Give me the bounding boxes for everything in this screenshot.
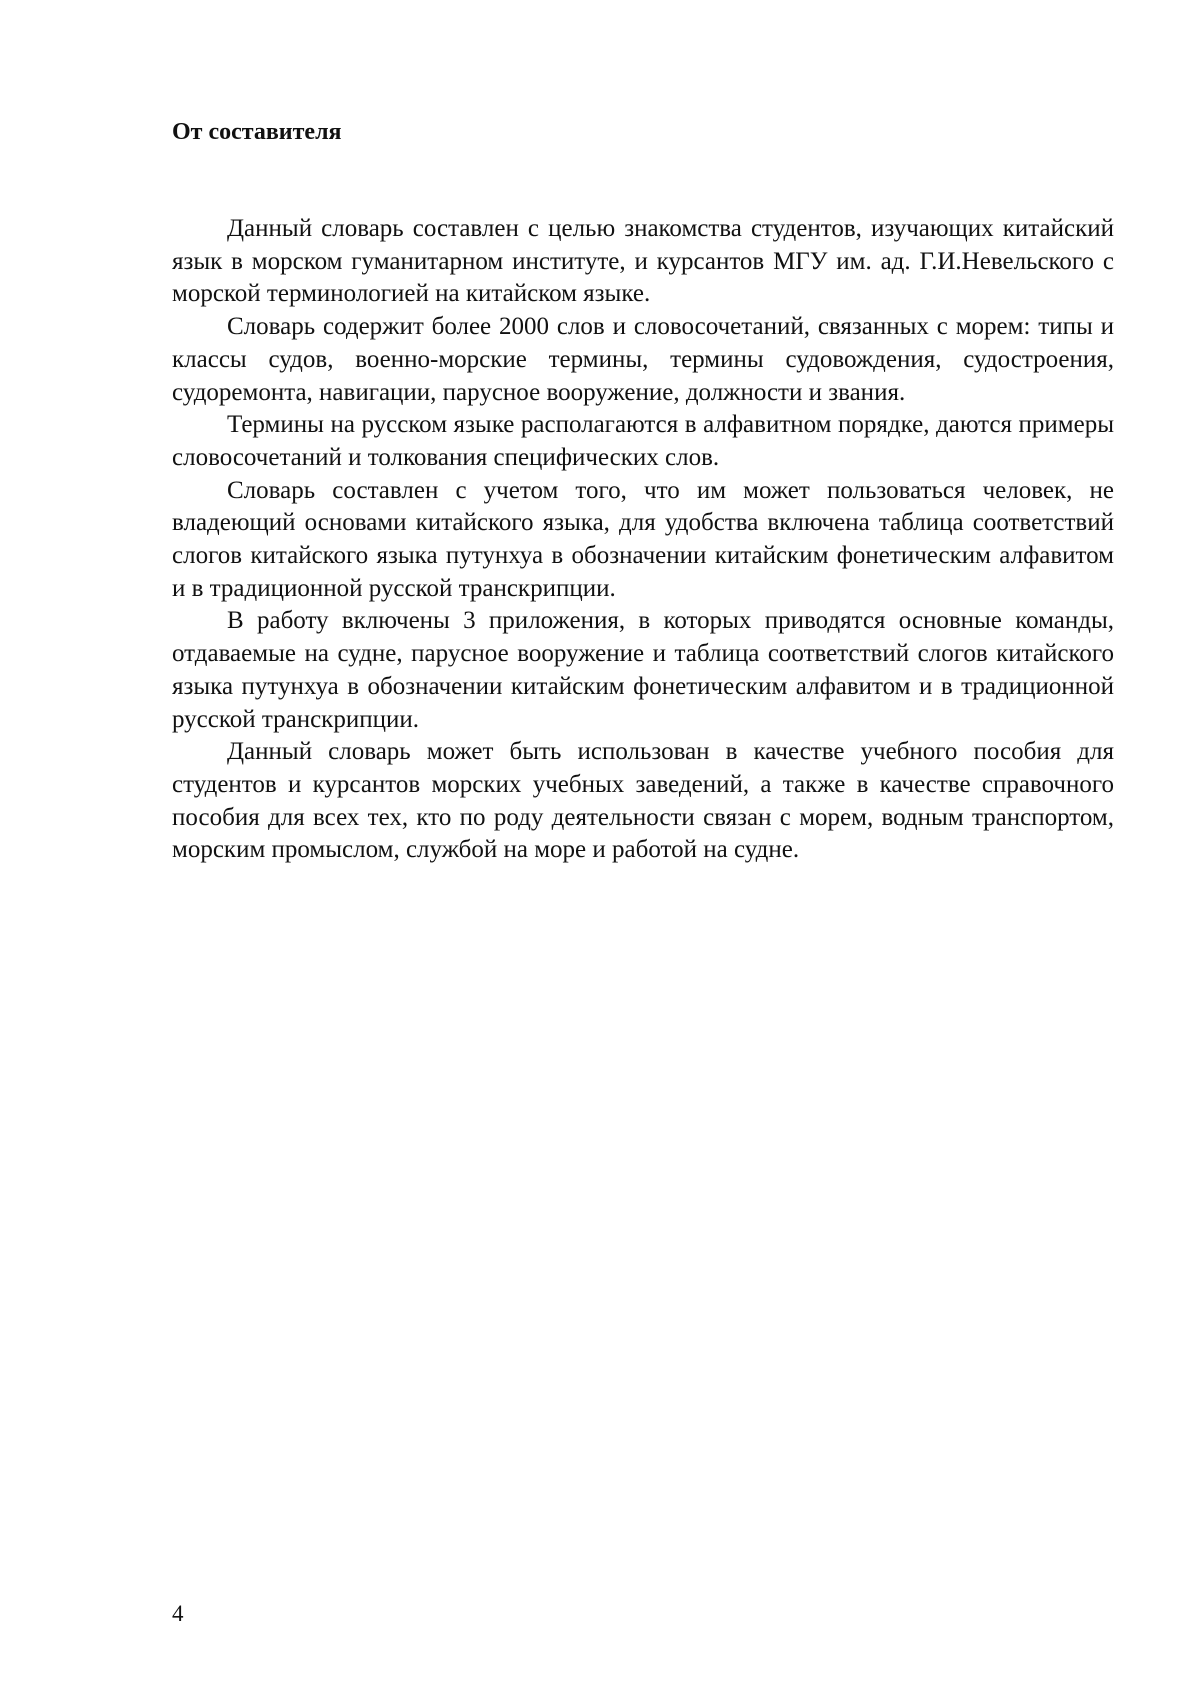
paragraph-2: Словарь содержит более 2000 слов и словосочетаний, связанных с морем: типы и классы судов, военно-морские термины, термины судовождения, судостроения, судоремонта, навигации, парусное вооружение, должности и звания. (172, 313, 1114, 406)
paragraph-5: В работу включены 3 приложения, в которых приводятся основные команды, отдаваемые на судне, парусное вооружение и таблица соответствий слогов китайского языка путунхуа в обозначении китайским фонетическим алфавитом и в традиционной русской транскрипции. (172, 607, 1114, 733)
section-heading: От составителя (172, 119, 342, 145)
page-number: 4 (172, 1601, 184, 1626)
paragraph-3: Термины на русском языке располагаются в алфавитном порядке, даются примеры словосочетаний и толкования специфических слов. (172, 411, 1114, 471)
paragraph-1: Данный словарь составлен с целью знакомства студентов, изучающих китайский язык в морском гуманитарном институте, и курсантов МГУ им. ад. Г.И.Невельского с морской терминологией на китайском языке. (172, 215, 1114, 308)
paragraph-4: Словарь составлен с учетом того, что им может пользоваться человек, не владеющий основами китайского языка, для удобства включена таблица соответствий слогов китайского языка путунхуа в обозначении китайским фонетическим алфавитом и в традиционной русской транскрипции. (172, 476, 1114, 602)
body-text (172, 213, 1114, 867)
paragraph-6: Данный словарь может быть использован в качестве учебного пособия для студентов и курсантов морских учебных заведений, а также в качестве справочного пособия для всех тех, кто по роду деятельности связан с морем, водным транспортом, морским промыслом, службой на море и работой на судне. (172, 738, 1114, 864)
